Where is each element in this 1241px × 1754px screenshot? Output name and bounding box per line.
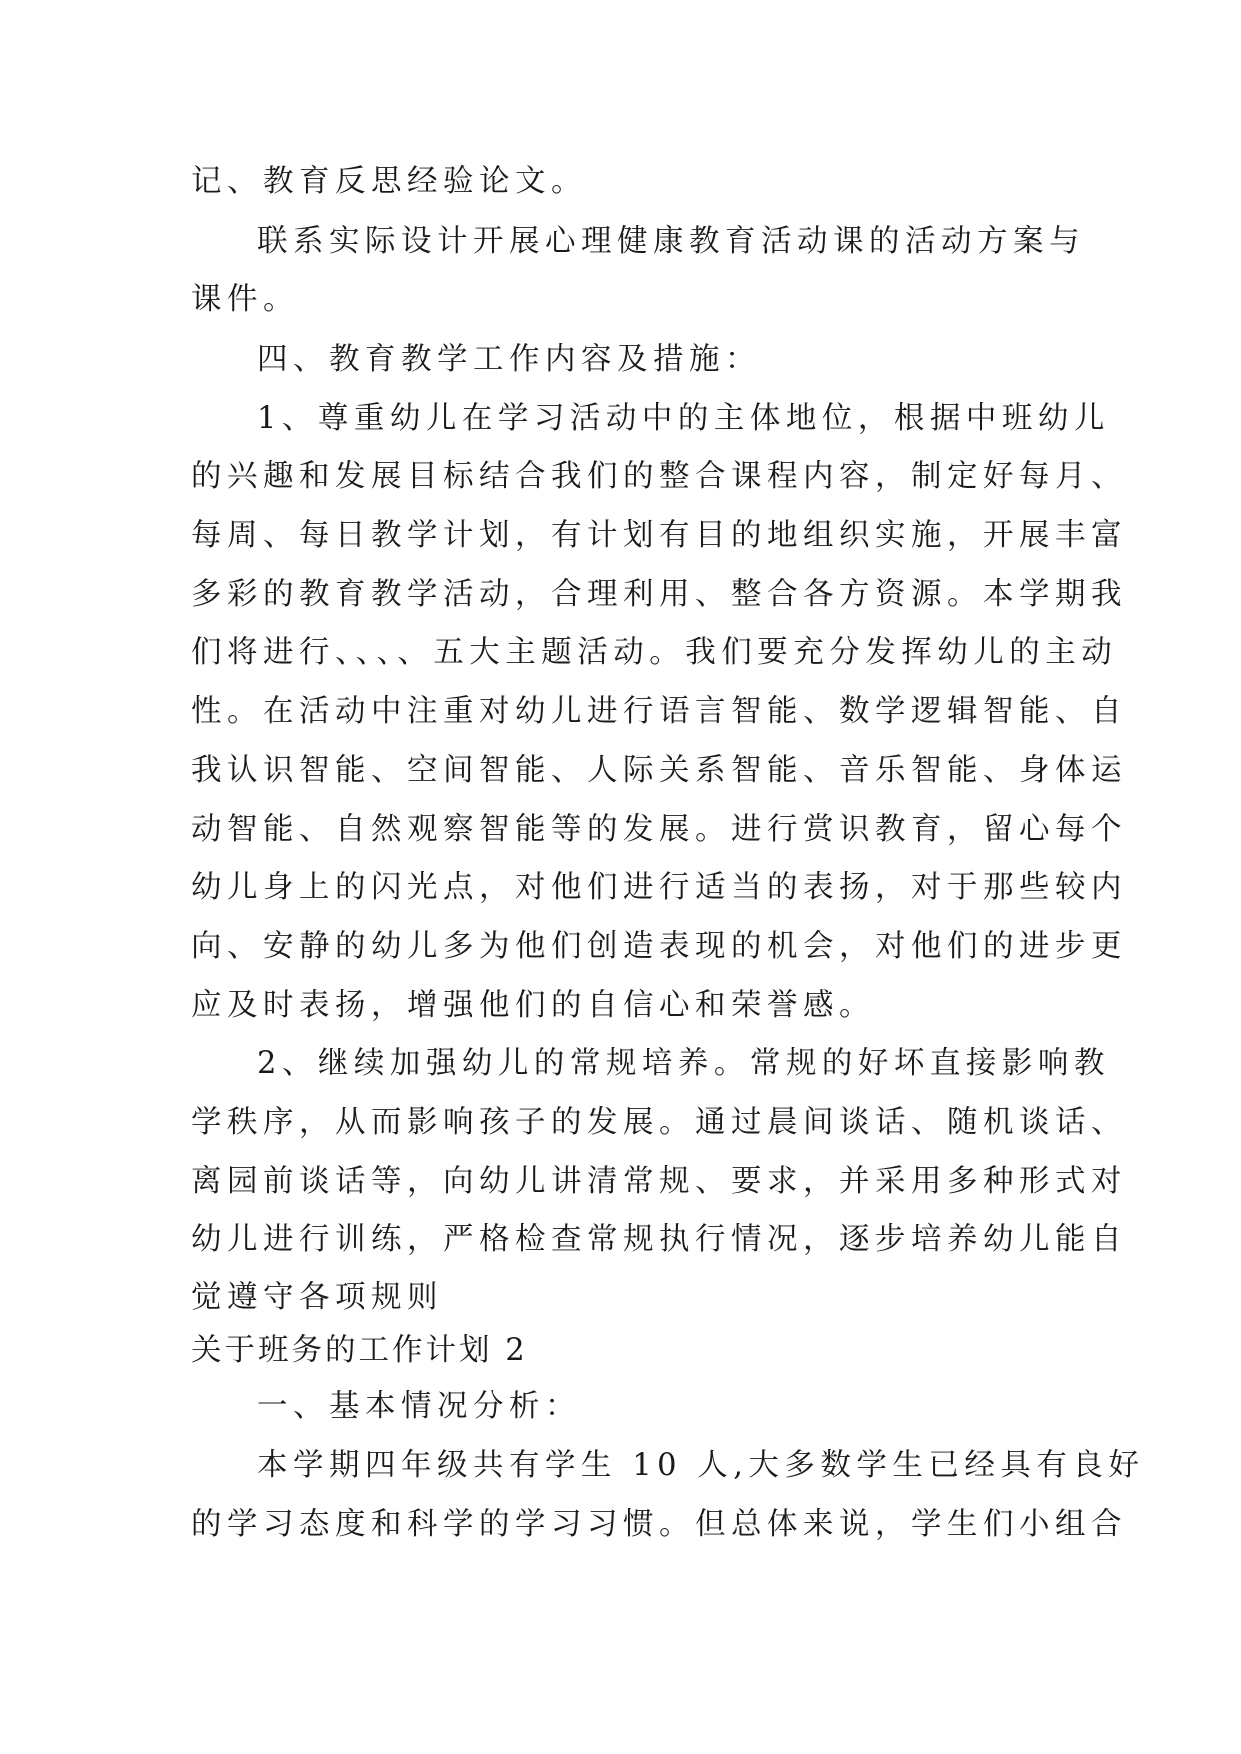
paragraph-line: 学秩序，从而影响孩子的发展。通过晨间谈话、随机谈话、: [191, 1105, 1127, 1140]
paragraph-line: 1、尊重幼儿在学习活动中的主体地位，根据中班幼儿: [257, 401, 1110, 436]
paragraph-line: 幼儿身上的闪光点，对他们进行适当的表扬，对于那些较内: [191, 870, 1127, 905]
paragraph-line: 的兴趣和发展目标结合我们的整合课程内容，制定好每月、: [191, 459, 1127, 494]
paragraph-line: 记、教育反思经验论文。: [191, 164, 587, 199]
paragraph-line: 性。在活动中注重对幼儿进行语言智能、数学逻辑智能、自: [191, 694, 1127, 729]
paragraph-line: 多彩的教育教学活动，合理利用、整合各方资源。本学期我: [191, 577, 1127, 612]
paragraph-line: 动智能、自然观察智能等的发展。进行赏识教育，留心每个: [191, 812, 1127, 847]
paragraph-line: 应及时表扬，增强他们的自信心和荣誉感。: [191, 988, 875, 1023]
paragraph-line: 的学习态度和科学的学习习惯。但总体来说，学生们小组合: [191, 1507, 1127, 1542]
paragraph-line: 幼儿进行训练，严格检查常规执行情况，逐步培养幼儿能自: [191, 1222, 1127, 1257]
paragraph-line: 每周、每日教学计划，有计划有目的地组织实施，开展丰富: [191, 518, 1127, 553]
paragraph-line: 2、继续加强幼儿的常规培养。常规的好坏直接影响教: [257, 1046, 1110, 1081]
paragraph-line: 联系实际设计开展心理健康教育活动课的活动方案与: [257, 224, 1085, 259]
paragraph-line: 课件。: [191, 282, 299, 317]
paragraph-line: 向、安静的幼儿多为他们创造表现的机会，对他们的进步更: [191, 929, 1127, 964]
document-title: 关于班务的工作计划 2: [191, 1333, 528, 1368]
paragraph-line: 离园前谈话等，向幼儿讲清常规、要求，并采用多种形式对: [191, 1164, 1127, 1199]
section-heading: 一、基本情况分析：: [257, 1389, 581, 1424]
section-heading: 四、教育教学工作内容及措施：: [257, 342, 761, 377]
paragraph-line: 们将进行、、、、五大主题活动。我们要充分发挥幼儿的主动: [191, 635, 1118, 670]
paragraph-line: 本学期四年级共有学生 10 人,大多数学生已经具有良好: [257, 1448, 1145, 1483]
paragraph-line: 我认识智能、空间智能、人际关系智能、音乐智能、身体运: [191, 753, 1127, 788]
paragraph-line: 觉遵守各项规则: [191, 1280, 443, 1315]
